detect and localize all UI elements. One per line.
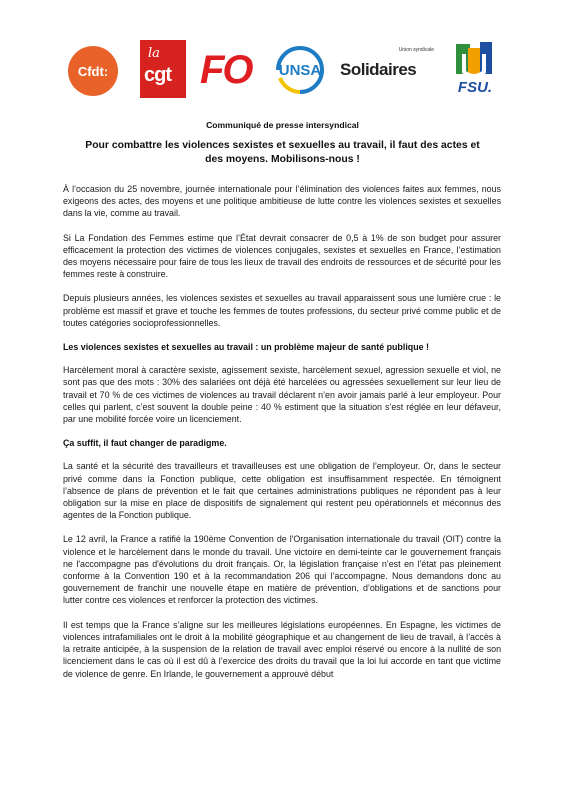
solidaires-logo (340, 47, 438, 88)
paragraph-2: Si La Fondation des Femmes estime que l’État devrait consacrer de 0,5 à 1% de son budget pour assurer efficacement la protection des victimes de violences conjugales, sexistes et sexuelles en France, l’estimation des moyens nécessaire pour faire de tous les lieux de travail des endroits de ressources et de sécurité pour les femmes reste à construire. (63, 232, 501, 280)
paragraph-5: La santé et la sécurité des travailleurs et travailleuses est une obligation de l’employeur. Or, dans le secteur privé comme dans la Fonction publique, cette obligation est insuffisamment respectée. En témoignent l’absence de plans de prévention et le fait que certaines administrations publiques ne répondent pas à leur obligation sur la mise en place de dispositifs de signalement qui restent peu opérationnels et méconnus des agentes de la Fonction publique. (63, 461, 501, 521)
fsu-logo (450, 40, 500, 100)
document-body (63, 183, 501, 692)
unsa-logo-graphic (270, 42, 330, 98)
cgt-logo-la: la (148, 46, 160, 61)
solidaires-logo-text: Solidaires (340, 60, 417, 79)
paragraph-4: Harcèlement moral à caractère sexiste, agissement sexiste, harcèlement sexuel, agression sexuelle et viol, ne sont pas que des mots : 30% des salariées ont déjà été harcelées ou agressées sexuellement sur leur lieu de travail et 70 % de ces victimes de violences au travail déclarent n’en avoir jamais parlé à leur employeur. Pour celles qui parlent, c’est souvent la double peine : 40 % estiment que la situation s’est réglée en leur défaveur, par une mobilité forcée voire un licenciement. (63, 365, 501, 425)
cgt-logo (140, 40, 186, 98)
fsu-logo-graphic (450, 40, 500, 100)
cfdt-logo (68, 46, 118, 96)
fo-logo (200, 44, 256, 96)
fsu-logo-text: FSU. (457, 79, 493, 96)
page-title: Pour combattre les violences sexistes et sexuelles au travail, il faut des actes et des moyens. Mobilisons-nous ! (85, 140, 480, 165)
paragraph-7: Il est temps que la France s’aligne sur les meilleures législations européennes. En Espagne, les victimes de violences intrafamiliales ont le droit à la mobilité géographique et au changement de lieu de travail, à l’accès à la retraite anticipée, à la suspension de la relation de travail avec emploi réservé ou encore à la nullité de son licenciement dans le cas où il est dû à l’exercice des droits du travail que la loi lui accorde en tant que victime de violence de genre. En Irlande, le gouvernement a approuvé début (63, 619, 501, 679)
cgt-logo-text: cgt (144, 64, 171, 86)
union-logos (58, 38, 508, 108)
cfdt-logo-text: Cfdt: (77, 63, 109, 79)
section-heading-paradigm: Ça suffit, il faut changer de paradigme. (63, 438, 227, 449)
unsa-logo-text: UNSA (278, 62, 322, 79)
paragraph-1: À l’occasion du 25 novembre, journée internationale pour l’élimination des violences faites aux femmes, nous exigeons des actes, des moyens et une politique ambitieuse de lutte contre les violences sexistes et sexuelles dans la vie, comme au travail. (63, 184, 501, 219)
fo-logo-text: FO (200, 48, 252, 92)
solidaires-subtitle: Union syndicale (398, 47, 434, 53)
unsa-logo (270, 42, 330, 98)
paragraph-3: Depuis plusieurs années, les violences sexistes et sexuelles au travail apparaissent sous une lumière crue : le problème est massif et grave et touche les femmes de toutes professions, du secteur privé comme public et de toutes catégories socioprofessionnelles. (63, 293, 501, 328)
section-heading-health: Les violences sexistes et sexuelles au travail : un problème majeur de santé publique ! (63, 342, 429, 353)
paragraph-6: Le 12 avril, la France a ratifié la 190ème Convention de l'Organisation internationale du travail (OIT) contre la violence et le harcèlement dans le monde du travail. Une victoire en demi-teinte car le gouvernement français ne l'accompagne pas d'évolutions du droit français. Or, la législation française n’est en l’état pas pleinement conforme à la Convention 190 et à la recommandation 206 qui l’accompagne. Nous demandons donc au gouvernement de franchir une nouvelle étape en matière de prévention, d’obligations et de sanctions pour lutter contre ces violences et renforcer la protection des victimes. (63, 534, 501, 606)
press-release-label: Communiqué de presse intersyndical (206, 120, 359, 130)
